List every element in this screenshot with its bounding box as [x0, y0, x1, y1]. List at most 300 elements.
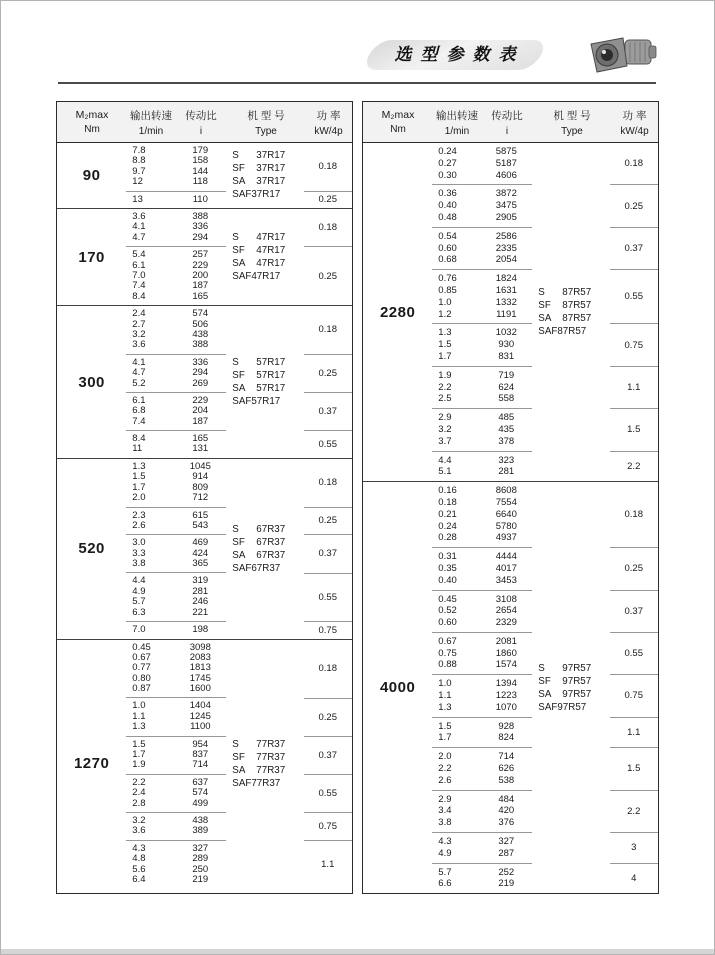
column-title: 机 型 号 [247, 109, 285, 122]
table-row [126, 250, 226, 260]
type-line [532, 299, 609, 312]
ratio-cell: 336 [192, 221, 209, 233]
power-value: 1.1 [627, 381, 641, 393]
table-row [432, 382, 532, 394]
table-row [432, 775, 532, 787]
type-column [226, 306, 303, 458]
type-model: 97R57 [562, 662, 592, 674]
column-title: 机 型 号 [553, 109, 591, 122]
speed-cell: 1.7 [438, 350, 452, 362]
ratio-cell: 200 [192, 269, 209, 281]
power-column [304, 209, 353, 305]
ratio-block [432, 323, 532, 365]
power-column [304, 143, 353, 208]
table-row [432, 146, 532, 158]
table-row [432, 158, 532, 170]
ratio-cell: 110 [192, 193, 208, 205]
speed-cell: 4.9 [438, 847, 452, 859]
speed-cell: 12 [132, 176, 143, 188]
speed-cell: 1.9 [132, 759, 146, 771]
speed-cell: 2.4 [132, 308, 146, 320]
type-prefix: S [232, 738, 239, 750]
power-value: 0.55 [318, 439, 337, 451]
column-header-power [611, 102, 658, 142]
power-value: 4 [631, 872, 637, 884]
ratio-block [126, 736, 226, 774]
power-cell [304, 573, 353, 622]
ratio-block [432, 366, 532, 408]
torque-value: 4000 [379, 679, 416, 697]
ratio-block [432, 143, 532, 184]
ratio-cell: 3872 [495, 188, 517, 200]
speed-cell: 1.9 [438, 369, 452, 381]
ratio-cell: 4606 [495, 169, 517, 181]
power-value: 0.55 [318, 787, 337, 799]
speed-cell: 2.0 [132, 492, 146, 504]
power-cell [304, 209, 353, 246]
ratio-block [432, 408, 532, 450]
type-line [226, 149, 303, 162]
power-cell [304, 812, 353, 840]
ratio-block [126, 246, 226, 305]
type-line [532, 286, 609, 299]
table-row [126, 233, 226, 243]
type-model: 37R17 [256, 176, 286, 188]
type-line [226, 257, 303, 270]
table-row [432, 617, 532, 629]
table-row [126, 625, 226, 635]
ratio-cell: 837 [192, 749, 209, 761]
torque-value: 300 [78, 373, 105, 391]
speed-cell: 1.5 [438, 720, 452, 732]
ratio-cell: 928 [498, 720, 515, 732]
speed-cell: 2.8 [132, 797, 146, 809]
speed-cell: 0.77 [132, 662, 151, 674]
speed-cell: 6.4 [132, 873, 146, 885]
ratio-cell: 558 [498, 393, 515, 405]
type-model: 87R57 [562, 287, 592, 299]
speed-cell: 0.48 [438, 211, 457, 223]
type-prefix: SF [232, 536, 245, 548]
speed-cell: 5.7 [132, 596, 146, 608]
ratio-cell: 3475 [495, 200, 517, 212]
ratio-block [432, 632, 532, 674]
ratio-block [126, 191, 226, 208]
ratio-cell: 221 [192, 606, 209, 618]
ratio-cell: 1574 [495, 659, 517, 671]
ratio-cell: 574 [192, 308, 209, 320]
power-cell [610, 863, 659, 894]
type-line [226, 162, 303, 175]
speed-cell: 2.6 [132, 519, 146, 531]
column-unit: Type [255, 125, 277, 137]
speed-cell: 0.60 [438, 617, 457, 629]
header-divider [58, 82, 656, 84]
speed-cell: 7.8 [132, 145, 146, 156]
ratio-block [432, 674, 532, 716]
type-prefix: S [232, 232, 239, 244]
power-value: 0.75 [318, 624, 337, 636]
speed-cell: 3.3 [132, 547, 146, 559]
type-model: 47R17 [256, 245, 286, 257]
speed-cell: 0.68 [438, 254, 457, 266]
speed-cell: 8.4 [132, 290, 146, 302]
type-prefix: SF [538, 675, 551, 687]
ratio-block [126, 697, 226, 735]
power-column [304, 306, 353, 458]
table-row [432, 466, 532, 478]
column-title: 功 率 [622, 109, 647, 122]
column-header-m2 [363, 102, 433, 142]
ratio-cell: 388 [192, 210, 209, 222]
power-cell [610, 451, 659, 482]
power-cell [304, 534, 353, 572]
torque-cell [57, 143, 126, 208]
speed-cell: 0.76 [438, 273, 457, 285]
ratio-cell: 144 [192, 165, 209, 177]
speed-cell: 0.31 [438, 551, 457, 563]
column-header-speed [433, 102, 481, 142]
table-row [432, 805, 532, 817]
speed-cell: 1.3 [132, 721, 146, 733]
type-line [532, 688, 609, 701]
ratio-cell: 389 [192, 825, 209, 837]
ratio-cell: 1332 [495, 296, 517, 308]
torque-value: 520 [78, 540, 105, 558]
power-column [304, 459, 353, 639]
speed-cell: 7.4 [132, 280, 146, 292]
table-row [432, 751, 532, 763]
ratio-cell: 438 [192, 814, 209, 826]
speed-cell: 1.1 [132, 710, 146, 722]
power-value: 0.18 [624, 158, 643, 170]
speed-cell: 5.6 [132, 863, 146, 875]
speed-cell: 5.1 [438, 466, 452, 478]
power-cell [304, 246, 353, 305]
ratio-cell: 1745 [189, 672, 211, 684]
speed-cell: 2.0 [438, 751, 452, 763]
ratio-cell: 1245 [189, 710, 211, 722]
ratio-cell: 1223 [495, 690, 517, 702]
speed-cell: 1.7 [132, 749, 146, 761]
table-row [432, 563, 532, 575]
column-unit: Nm [390, 124, 406, 135]
type-line: SAF77R37 [232, 777, 281, 789]
ratio-cell: 269 [192, 377, 209, 389]
power-cell [304, 143, 353, 191]
ratio-block [126, 306, 226, 354]
ratio-cell: 165 [192, 433, 209, 445]
power-value: 0.55 [624, 648, 643, 660]
table-row [126, 368, 226, 378]
torque-group [57, 305, 352, 458]
scan-edge [1, 949, 714, 954]
ratio-block [126, 392, 226, 430]
speed-cell: 0.45 [132, 641, 151, 653]
table-row [432, 678, 532, 690]
type-column [532, 143, 609, 481]
tables-container [56, 101, 659, 894]
speed-ratio-column [126, 306, 226, 458]
type-prefix: SF [232, 370, 245, 382]
table-row [432, 412, 532, 424]
ratio-cell: 626 [498, 763, 515, 775]
type-line: SAF87R57 [538, 326, 587, 338]
ratio-cell: 2054 [495, 254, 517, 266]
ratio-cell: 4017 [495, 562, 517, 574]
ratio-cell: 1860 [495, 647, 517, 659]
type-line [226, 244, 303, 257]
column-header-ratio [481, 102, 533, 142]
table-row [432, 327, 532, 339]
speed-cell: 0.35 [438, 562, 457, 574]
type-line: SAF57R17 [232, 396, 281, 408]
type-model: 67R37 [256, 523, 286, 535]
ratio-cell: 246 [192, 596, 209, 608]
power-value: 1.1 [627, 726, 641, 738]
ratio-block [432, 832, 532, 863]
power-cell [610, 323, 659, 365]
ratio-block [126, 572, 226, 621]
table-row [432, 702, 532, 714]
table-row [432, 370, 532, 382]
power-cell [610, 408, 659, 450]
table-row [432, 551, 532, 563]
type-prefix: SF [232, 245, 245, 257]
ratio-block [126, 534, 226, 572]
ratio-cell: 179 [192, 145, 209, 156]
power-cell [610, 547, 659, 589]
power-value: 0.18 [318, 477, 337, 489]
ratio-cell: 5780 [495, 520, 517, 532]
ratio-cell: 1070 [495, 701, 517, 713]
speed-cell: 1.5 [132, 738, 146, 750]
speed-cell: 0.85 [438, 284, 457, 296]
ratio-cell: 954 [192, 738, 209, 750]
ratio-block [432, 269, 532, 323]
column-title: 功 率 [316, 109, 341, 122]
power-column [610, 143, 659, 481]
speed-cell: 1.3 [438, 701, 452, 713]
ratio-block [126, 209, 226, 246]
speed-cell: 4.1 [132, 356, 146, 368]
type-model: 77R37 [256, 738, 286, 750]
type-line [226, 369, 303, 382]
type-prefix: SF [538, 300, 551, 312]
speed-cell: 0.60 [438, 242, 457, 254]
ratio-cell: 5187 [495, 157, 517, 169]
table-row [432, 243, 532, 255]
ratio-cell: 281 [192, 585, 209, 597]
speed-cell: 9.7 [132, 165, 146, 177]
speed-cell: 3.8 [132, 558, 146, 570]
speed-cell: 3.2 [132, 328, 146, 340]
type-prefix: SF [232, 163, 245, 175]
table-row [432, 836, 532, 848]
speed-cell: 2.3 [132, 509, 146, 521]
title-banner [369, 40, 541, 70]
power-cell [610, 632, 659, 674]
ratio-cell: 294 [192, 231, 209, 243]
table-row [432, 690, 532, 702]
torque-value: 90 [82, 166, 101, 184]
table-row [432, 575, 532, 587]
ratio-cell: 1631 [495, 284, 517, 296]
table-row [432, 231, 532, 243]
ratio-cell: 336 [192, 356, 209, 368]
ratio-cell: 1600 [189, 683, 211, 695]
ratio-cell: 7554 [495, 496, 517, 508]
power-value: 0.55 [624, 291, 643, 303]
type-line [226, 382, 303, 395]
torque-cell [57, 306, 126, 458]
speed-cell: 2.4 [132, 787, 146, 799]
ratio-cell: 187 [192, 280, 209, 292]
column-unit: i [505, 125, 509, 137]
power-value: 0.25 [318, 515, 337, 527]
ratio-cell: 3453 [495, 574, 517, 586]
table-row [432, 521, 532, 533]
power-cell [304, 191, 353, 208]
selection-table-right [362, 101, 659, 894]
ratio-cell: 714 [498, 751, 515, 763]
table-row [126, 826, 226, 836]
ratio-block [126, 430, 226, 458]
power-column [610, 482, 659, 893]
column-header-type [533, 102, 611, 142]
ratio-cell: 327 [192, 842, 209, 854]
torque-group [57, 458, 352, 639]
column-unit: 1/min [444, 125, 470, 137]
speed-cell: 0.27 [438, 157, 457, 169]
type-prefix: SA [232, 383, 246, 395]
ratio-cell: 824 [498, 732, 515, 744]
ratio-cell: 2654 [495, 605, 517, 617]
type-line: SAF97R57 [538, 701, 587, 713]
ratio-cell: 376 [498, 817, 515, 829]
speed-cell: 2.9 [438, 412, 452, 424]
ratio-cell: 499 [192, 797, 209, 809]
column-unit: 1/min [138, 125, 164, 137]
ratio-cell: 323 [498, 454, 515, 466]
speed-ratio-column [126, 143, 226, 208]
power-cell [610, 184, 659, 226]
power-cell [610, 366, 659, 408]
power-value: 0.75 [624, 690, 643, 702]
torque-value: 170 [78, 248, 105, 266]
ratio-cell: 2083 [189, 651, 211, 663]
selection-table-left [56, 101, 353, 894]
torque-group [57, 208, 352, 305]
ratio-block [432, 451, 532, 482]
ratio-block [432, 184, 532, 226]
ratio-block [126, 621, 226, 638]
ratio-cell: 712 [192, 492, 209, 504]
power-value: 1.5 [627, 763, 641, 775]
ratio-cell: 438 [192, 328, 209, 340]
ratio-block [126, 143, 226, 191]
ratio-cell: 3108 [495, 593, 517, 605]
type-line [532, 662, 609, 675]
ratio-cell: 1191 [496, 308, 517, 320]
ratio-block [126, 507, 226, 535]
speed-cell: 4.9 [132, 585, 146, 597]
ratio-cell: 1394 [495, 678, 517, 690]
table-row [432, 794, 532, 806]
type-line [226, 536, 303, 549]
type-prefix: S [232, 150, 239, 162]
speed-cell: 1.0 [438, 296, 452, 308]
type-model: 87R57 [562, 300, 592, 312]
ratio-cell: 158 [192, 155, 209, 167]
ratio-block [126, 812, 226, 840]
power-value: 0.75 [624, 339, 643, 351]
speed-cell: 2.6 [438, 774, 452, 786]
ratio-cell: 574 [192, 787, 209, 799]
speed-cell: 0.80 [132, 672, 151, 684]
speed-cell: 1.7 [132, 481, 146, 493]
power-value: 0.25 [318, 711, 337, 723]
type-prefix: S [538, 662, 545, 674]
type-prefix: SF [232, 751, 245, 763]
page-title: 选型参数表 [394, 45, 525, 64]
power-value: 0.25 [318, 194, 337, 206]
speed-cell: 4.7 [132, 231, 146, 243]
ratio-cell: 420 [498, 805, 515, 817]
table-row [432, 509, 532, 521]
table-row [126, 875, 226, 885]
speed-cell: 4.4 [438, 454, 452, 466]
table-row [126, 309, 226, 319]
speed-cell: 4.4 [132, 575, 146, 587]
speed-cell: 3.6 [132, 339, 146, 351]
column-header-type [227, 102, 305, 142]
power-cell [610, 143, 659, 184]
type-line [226, 764, 303, 777]
table-row [432, 636, 532, 648]
speed-cell: 1.3 [438, 327, 452, 339]
ratio-cell: 637 [192, 776, 209, 788]
speed-cell: 3.6 [132, 210, 146, 222]
speed-ratio-column [126, 209, 226, 305]
ratio-block [126, 840, 226, 889]
column-unit: kW/4p [620, 125, 649, 137]
ratio-block [126, 640, 226, 698]
ratio-cell: 914 [192, 471, 209, 483]
power-cell [610, 227, 659, 269]
type-line [532, 675, 609, 688]
table-row [432, 497, 532, 509]
type-prefix: SA [232, 258, 246, 270]
table-row [126, 608, 226, 618]
column-unit: Nm [84, 124, 100, 135]
ratio-cell: 250 [192, 863, 209, 875]
table-row [432, 339, 532, 351]
column-header-speed [127, 102, 175, 142]
table-row [126, 684, 226, 694]
ratio-cell: 187 [192, 415, 209, 427]
ratio-block [126, 459, 226, 507]
speed-cell: 1.3 [132, 460, 146, 472]
power-value: 0.37 [318, 406, 337, 418]
ratio-cell: 365 [192, 558, 209, 570]
power-cell [304, 459, 353, 507]
speed-cell: 1.5 [438, 339, 452, 351]
table-row [126, 760, 226, 770]
table-row [126, 799, 226, 809]
type-prefix: S [232, 523, 239, 535]
gear-motor-image [583, 30, 661, 76]
